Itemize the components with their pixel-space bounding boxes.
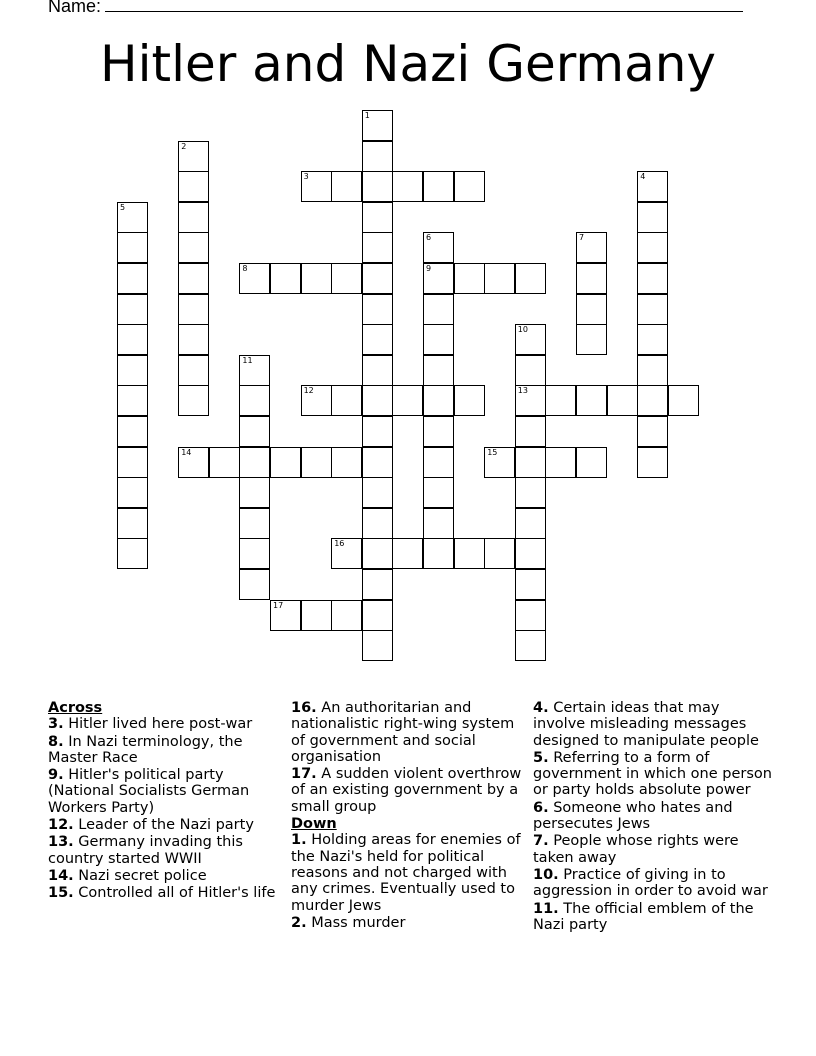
clue-item — [533, 901, 773, 934]
across-heading: Across — [48, 700, 103, 716]
crossword-cell[interactable] — [545, 385, 576, 416]
crossword-cell[interactable] — [454, 171, 485, 202]
crossword-cell[interactable] — [117, 447, 148, 478]
crossword-cell[interactable] — [331, 447, 362, 478]
crossword-cell[interactable] — [515, 538, 546, 569]
crossword-cell[interactable] — [637, 447, 668, 478]
crossword-cell[interactable] — [362, 600, 393, 631]
clue-number: 4 — [640, 172, 646, 182]
crossword-cell[interactable] — [423, 477, 454, 508]
crossword-cell[interactable] — [545, 447, 576, 478]
crossword-cell[interactable] — [637, 355, 668, 386]
crossword-cell[interactable] — [331, 538, 362, 569]
crossword-cell[interactable] — [423, 355, 454, 386]
clues-column-1 — [48, 700, 280, 903]
crossword-cell[interactable] — [515, 600, 546, 631]
crossword-cell[interactable] — [117, 477, 148, 508]
crossword-cell[interactable] — [362, 202, 393, 233]
clue-item — [48, 868, 280, 884]
crossword-cell[interactable] — [178, 171, 209, 202]
crossword-cell[interactable] — [362, 447, 393, 478]
clue-item-number: 1. — [291, 832, 307, 849]
clue-item-text: Holding areas for enemies of the Nazi's held for political reasons and not charged with any crimes. Eventually used to murder Jews — [291, 832, 521, 914]
page-title: Hitler and Nazi Germany — [99, 35, 717, 93]
clue-item-text: Practice of giving in to aggression in order to avoid war — [533, 866, 768, 900]
crossword-cell[interactable] — [362, 324, 393, 355]
crossword-cell[interactable] — [117, 324, 148, 355]
crossword-cell[interactable] — [362, 263, 393, 294]
clue-number: 2 — [181, 141, 187, 151]
crossword-cell[interactable] — [178, 141, 209, 172]
crossword-cell[interactable] — [454, 538, 485, 569]
crossword-cell[interactable] — [117, 232, 148, 263]
clue-item-number: 3. — [48, 716, 64, 733]
crossword-cell[interactable] — [515, 477, 546, 508]
clue-item-number: 2. — [291, 914, 307, 931]
crossword-cell[interactable] — [239, 263, 270, 294]
crossword-cell[interactable] — [239, 508, 270, 539]
crossword-cell[interactable] — [117, 294, 148, 325]
clue-item-text: Certain ideas that may involve misleading messages designed to manipulate people — [533, 700, 759, 749]
crossword-cell[interactable] — [301, 447, 332, 478]
crossword-cell[interactable] — [362, 538, 393, 569]
crossword-cell[interactable] — [576, 294, 607, 325]
crossword-cell[interactable] — [423, 171, 454, 202]
crossword-cell[interactable] — [362, 630, 393, 661]
crossword-cell[interactable] — [362, 355, 393, 386]
crossword-cell[interactable] — [362, 141, 393, 172]
clue-item-text: Germany invading this country started WWII — [48, 834, 243, 867]
clue-item-number: 4. — [533, 700, 549, 716]
crossword-cell[interactable] — [423, 324, 454, 355]
clue-item-number: 5. — [533, 749, 549, 766]
crossword-cell[interactable] — [362, 416, 393, 447]
clue-item-text: Hitler's political party (National Socialists German Workers Party) — [48, 767, 250, 816]
crossword-cell[interactable] — [637, 263, 668, 294]
crossword-cell[interactable] — [178, 202, 209, 233]
crossword-cell[interactable] — [178, 263, 209, 294]
crossword-cell[interactable] — [515, 324, 546, 355]
crossword-cell[interactable] — [117, 355, 148, 386]
crossword-cell[interactable] — [362, 110, 393, 141]
clue-number: 9 — [426, 264, 432, 273]
clue-item-number: 9. — [48, 767, 64, 784]
crossword-cell[interactable] — [423, 508, 454, 539]
clue-number: 8 — [242, 264, 248, 273]
clue-number: 12 — [303, 386, 314, 396]
clues-column-3 — [533, 700, 773, 934]
clue-number: 7 — [579, 233, 585, 243]
crossword-cell[interactable] — [637, 385, 668, 416]
crossword-cell[interactable] — [423, 447, 454, 478]
clue-item — [533, 833, 773, 866]
clue-number: 10 — [517, 325, 528, 335]
crossword-cell[interactable] — [576, 263, 607, 294]
clue-item — [48, 834, 280, 867]
crossword-cell[interactable] — [362, 294, 393, 325]
crossword-cell[interactable] — [362, 385, 393, 416]
clue-item-number: 6. — [533, 799, 549, 816]
crossword-cell[interactable] — [515, 630, 546, 661]
crossword-cell[interactable] — [484, 538, 515, 569]
clue-number: 5 — [120, 202, 126, 212]
clue-number: 13 — [517, 386, 528, 396]
crossword-cell[interactable] — [270, 447, 301, 478]
clue-item — [291, 700, 525, 765]
crossword-cell[interactable] — [515, 508, 546, 539]
down-heading: Down — [291, 816, 337, 833]
clue-item — [533, 700, 773, 749]
clue-item-number: 17. — [291, 766, 317, 783]
crossword-cell[interactable] — [117, 508, 148, 539]
clue-item-number: 11. — [533, 900, 559, 917]
clue-item-text: Mass murder — [306, 914, 406, 931]
crossword-cell[interactable] — [637, 324, 668, 355]
clue-item — [48, 817, 280, 833]
crossword-cell[interactable] — [239, 447, 270, 478]
clue-item-number: 15. — [48, 885, 74, 902]
clue-item — [533, 867, 773, 900]
crossword-cell[interactable] — [637, 294, 668, 325]
crossword-cell[interactable] — [515, 416, 546, 447]
clue-number: 6 — [426, 233, 432, 243]
crossword-cell[interactable] — [576, 447, 607, 478]
crossword-cell[interactable] — [270, 263, 301, 294]
clue-item-number: 7. — [533, 833, 549, 850]
clue-item-text: Someone who hates and persecutes Jews — [533, 799, 733, 833]
clue-item — [533, 750, 773, 799]
crossword-cell[interactable] — [178, 385, 209, 416]
clue-item-number: 14. — [48, 867, 74, 884]
clue-number: 3 — [303, 172, 309, 182]
name-label: Name: — [48, 0, 102, 16]
crossword-cell[interactable] — [668, 385, 699, 416]
clue-item-text: Referring to a form of government in which one person or party holds absolute power — [533, 749, 772, 799]
crossword-cell[interactable] — [637, 416, 668, 447]
clue-number: 14 — [181, 447, 192, 457]
crossword-cell[interactable] — [331, 600, 362, 631]
crossword-cell[interactable] — [362, 508, 393, 539]
crossword-cell[interactable] — [454, 385, 485, 416]
crossword-cell[interactable] — [239, 477, 270, 508]
crossword-cell[interactable] — [239, 416, 270, 447]
crossword-cell[interactable] — [637, 171, 668, 202]
crossword-cell[interactable] — [301, 600, 332, 631]
crossword-cell[interactable] — [331, 171, 362, 202]
crossword-cell[interactable] — [301, 385, 332, 416]
clue-number: 11 — [242, 355, 253, 365]
crossword-cell[interactable] — [423, 416, 454, 447]
crossword-cell[interactable] — [423, 294, 454, 325]
clue-number: 15 — [487, 447, 498, 457]
crossword-cell[interactable] — [239, 538, 270, 569]
crossword-cell[interactable] — [576, 324, 607, 355]
clue-number: 1 — [364, 111, 370, 120]
crossword-cell[interactable] — [392, 538, 423, 569]
crossword-cell[interactable] — [515, 263, 546, 294]
crossword-cell[interactable] — [178, 232, 209, 263]
crossword-cell[interactable] — [454, 263, 485, 294]
clue-item-text: Nazi secret police — [73, 867, 207, 884]
crossword-cell[interactable] — [423, 263, 454, 294]
clue-number: 16 — [334, 539, 345, 549]
crossword-cell[interactable] — [392, 171, 423, 202]
crossword-cell[interactable] — [331, 385, 362, 416]
clue-item — [291, 832, 525, 913]
crossword-cell[interactable] — [423, 232, 454, 263]
crossword-cell[interactable] — [362, 171, 393, 202]
clue-item-number: 16. — [291, 700, 317, 716]
clue-item — [533, 800, 773, 833]
crossword-cell[interactable] — [178, 447, 209, 478]
clue-item-text: Leader of the Nazi party — [73, 817, 254, 834]
crossword-cell[interactable] — [117, 263, 148, 294]
crossword-cell[interactable] — [178, 294, 209, 325]
crossword-cell[interactable] — [392, 385, 423, 416]
crossword-cell[interactable] — [484, 447, 515, 478]
crossword-cell[interactable] — [576, 232, 607, 263]
crossword-cell[interactable] — [117, 416, 148, 447]
clue-item — [48, 734, 280, 767]
crossword-cell[interactable] — [239, 385, 270, 416]
crossword-cell[interactable] — [301, 171, 332, 202]
clue-item-text: In Nazi terminology, the Master Race — [48, 733, 243, 766]
clues-column-2 — [291, 700, 525, 932]
crossword-cell[interactable] — [362, 232, 393, 263]
clue-item-number: 10. — [533, 866, 559, 883]
crossword-cell[interactable] — [178, 355, 209, 386]
crossword-cell[interactable] — [515, 355, 546, 386]
crossword-cell[interactable] — [637, 202, 668, 233]
crossword-cell[interactable] — [576, 385, 607, 416]
crossword-cell[interactable] — [423, 385, 454, 416]
crossword-cell[interactable] — [362, 569, 393, 600]
clue-number: 17 — [273, 600, 284, 610]
crossword-cell[interactable] — [607, 385, 638, 416]
crossword-cell[interactable] — [117, 385, 148, 416]
crossword-cell[interactable] — [515, 385, 546, 416]
crossword-cell[interactable] — [515, 447, 546, 478]
clue-item-number: 12. — [48, 817, 74, 834]
clue-item-number: 8. — [48, 733, 64, 750]
clue-item — [48, 767, 280, 816]
clue-item-text: A sudden violent overthrow of an existing government by a small group — [291, 766, 522, 815]
crossword-cell[interactable] — [637, 232, 668, 263]
crossword-cell[interactable] — [270, 600, 301, 631]
clue-item-text: People whose rights were taken away — [533, 833, 739, 866]
crossword-cell[interactable] — [117, 538, 148, 569]
crossword-cell[interactable] — [331, 263, 362, 294]
crossword-cell[interactable] — [515, 569, 546, 600]
crossword-cell[interactable] — [239, 569, 270, 600]
clue-item — [291, 915, 525, 931]
clue-item-text: Controlled all of Hitler's life — [73, 885, 276, 902]
crossword-cell[interactable] — [239, 355, 270, 386]
clue-item-text: An authoritarian and nationalistic right-wing system of government and social organisation — [291, 700, 515, 765]
clue-item — [48, 885, 280, 901]
crossword-cell[interactable] — [301, 263, 332, 294]
crossword-cell[interactable] — [423, 538, 454, 569]
crossword-cell[interactable] — [117, 202, 148, 233]
clue-item-text: The official emblem of the Nazi party — [533, 900, 754, 933]
crossword-cell[interactable] — [209, 447, 240, 478]
clue-item — [291, 766, 525, 815]
crossword-cell[interactable] — [362, 477, 393, 508]
clue-item — [48, 716, 280, 732]
crossword-cell[interactable] — [178, 324, 209, 355]
clue-item-text: Hitler lived here post-war — [63, 716, 253, 733]
clue-item-number: 13. — [48, 834, 74, 851]
crossword-cell[interactable] — [484, 263, 515, 294]
